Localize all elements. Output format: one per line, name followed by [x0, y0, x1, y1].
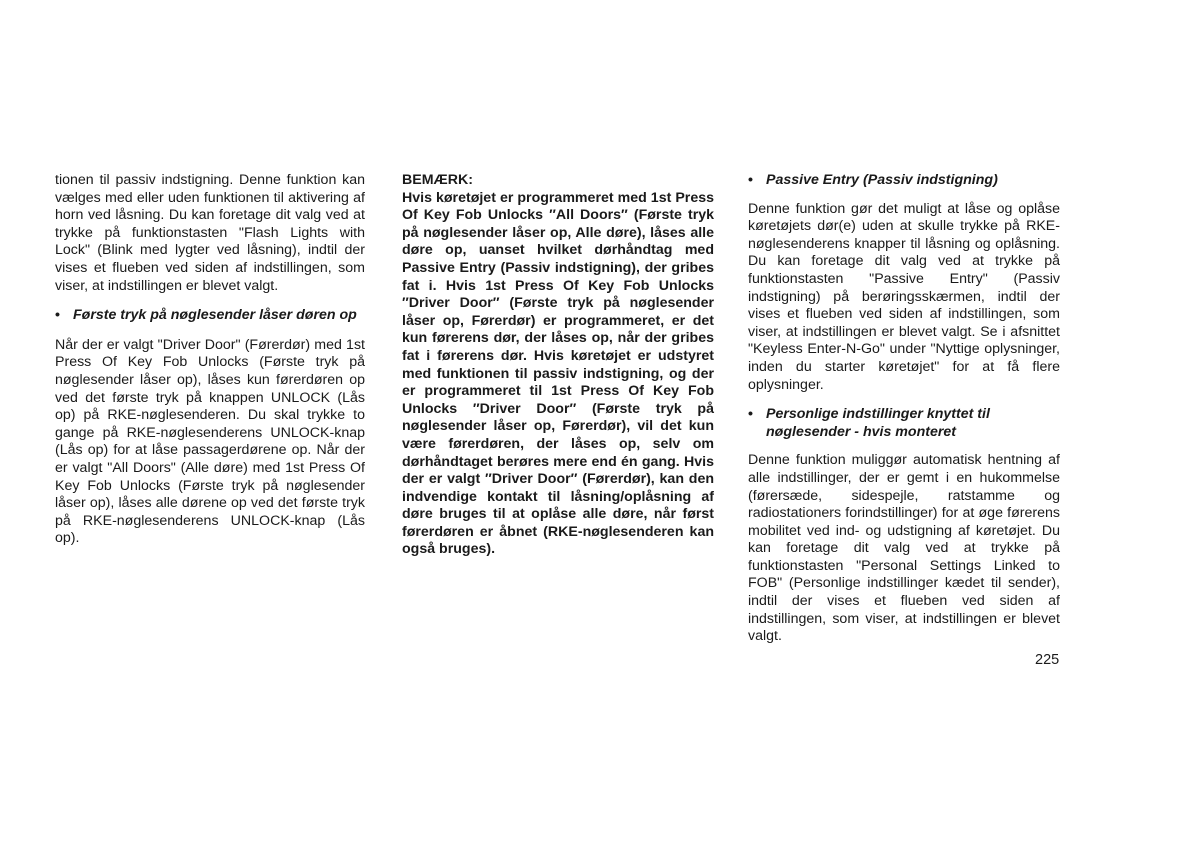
body-paragraph: Denne funktion gør det muligt at låse og oplåse køretøjets dør(e) uden at skulle trykke på RKE-nøglesenderens knapper til låsning og oplåsning. Du kan foretage dit valg ved at trykke på funktionstasten "Passive Entry" (Passiv indstigning) på berøringsskærmen, indtil der vises et flueben ved siden af indstillingen, som viser, at indstillingen er blevet valgt. Se i afsnittet "Keyless Enter-N-Go" under "Nyttige oplysninger, inden du starter køretøjet" for at få flere oplysninger.	[748, 200, 1060, 393]
page-number: 225	[1035, 652, 1060, 668]
note-label: BEMÆRK:	[402, 172, 473, 188]
bullet: •	[55, 307, 60, 324]
bullet: •	[748, 172, 753, 188]
column-2	[402, 172, 714, 559]
heading-text: Personlige indstillinger knyttet til nøglesender - hvis monteret	[766, 406, 990, 440]
column-3	[748, 172, 1060, 646]
body-paragraph: Denne funktion muliggør automatisk hentning af alle indstillinger, der er gemt i en hukommelse (førersæde, sidespejle, ratstamme og radiostationers forindstillinger) for at øge førerens mobilitet ved ind- og udstigning af køretøjet. Du kan foretage dit valg ved at trykke på funktionstasten "Personal Settings Linked to FOB" (Personlige indstillinger kædet til sender), indtil der vises et flueben ved siden af indstillingen, som viser, at indstillingen er blevet valgt.	[748, 452, 1060, 645]
heading-text: Passive Entry (Passiv indstigning)	[766, 172, 998, 188]
intro-paragraph: tionen til passiv indstigning. Denne funktion kan vælges med eller uden funktionen til aktivering af horn ved låsning. Du kan foretage dit valg ved at trykke på funktionstasten "Flash Lights with Lock" (Blink med lygter ved låsning), indtil der vises et flueben ved siden af indstillingen, som viser, at indstillingen er blevet valgt.	[55, 172, 365, 294]
section-heading-first-press	[55, 307, 365, 325]
column-1	[55, 172, 365, 548]
section-heading-passive-entry	[748, 172, 1060, 190]
body-paragraph: Når der er valgt "Driver Door" (Førerdør) med 1st Press Of Key Fob Unlocks (Første tryk på nøglesender låser op), låses kun førerdøren op ved det første tryk på knappen UNLOCK (Lås op) på RKE-nøglesenderen. Du skal trykke to gange på RKE-nøglesenderens UNLOCK-knap (Lås op) for at låse passagerdørene op. Når der er valgt "All Doors" (Alle døre) med 1st Press Of Key Fob Unlocks (Første tryk på nøglesender låser op), låses alle dørene op ved det første tryk på RKE-nøglesenderens UNLOCK-knap (Lås op).	[55, 336, 365, 547]
bullet: •	[748, 406, 753, 423]
section-heading-personal-settings	[748, 406, 1060, 441]
heading-text: Første tryk på nøglesender låser døren op	[73, 307, 357, 324]
note-text: Hvis køretøjet er programmeret med 1st Press Of Key Fob Unlocks ″All Doors″ (Første tryk på nøglesender låser op, Alle døre), låses alle døre op, uanset hvilket dørhåndtag med Passive Entry (Passiv indstigning), der gribes fat i. Hvis 1st Press Of Key Fob Unlocks ″Driver Door″ (Første tryk på nøglesender låser op, Førerdør) er programmeret, er det kun førerens dør, der låses op, når der gribes fat i førerens dør. Hvis køretøjet er udstyret med funktionen til passiv indstigning, og der er programmeret til 1st Press Of Key Fob Unlocks ″Driver Door″ (Første tryk på nøglesender låser op, Førerdør), vil det kun være førerdøren, der låses op, selv om dørhåndtaget berøres mere end én gang. Hvis der er valgt ″Driver Door″ (Førerdør), kan den indvendige kontakt til låsning/oplåsning af døre bruges til at oplåse alle døre, når først førerdøren er åbnet (RKE-nøglesenderen kan også bruges).	[402, 189, 714, 558]
